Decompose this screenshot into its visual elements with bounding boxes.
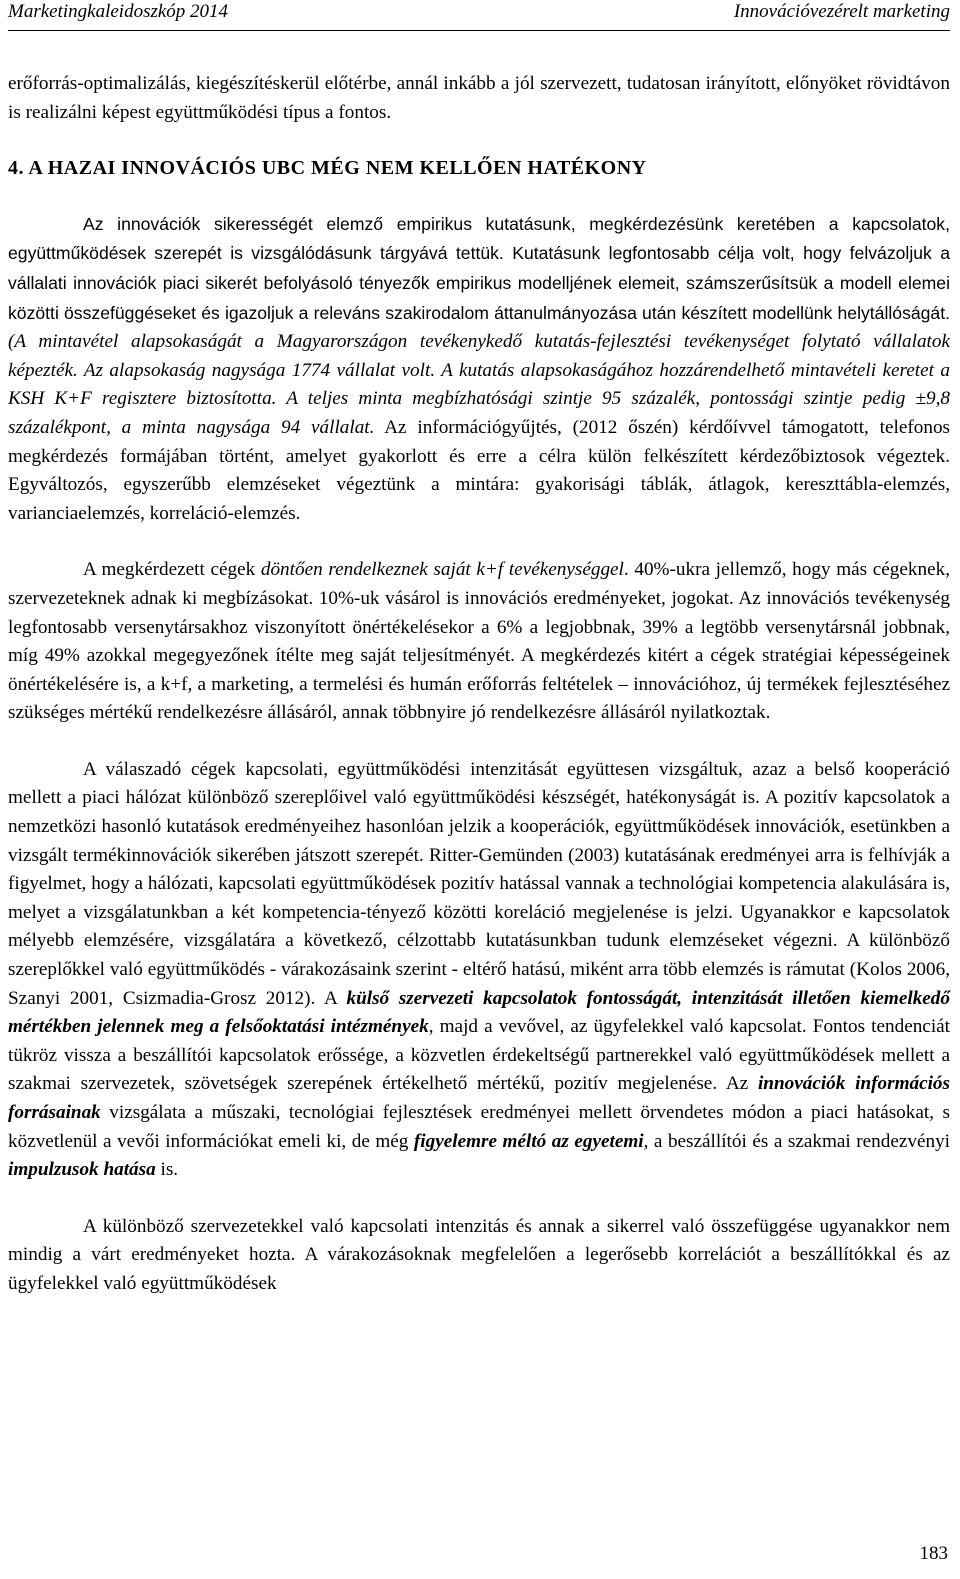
paragraph-cooperation-emphasis-2: innovációk információs forrásainak — [8, 1073, 950, 1123]
paragraph-research-sampling: (A mintavétel alapsokaságát a Magyarországon tevékenykedő kutatás-fejlesztési tevékenységet folytató vállalatok képezték. Az alapsokaság nagysága 1774 vállalat volt. A kutatás alapsokaságához hozzárendelhető mintavételi keretet a KSH K+F regisztere biztosította. A teljes minta megbízhatósági szintje 95 százalék, pontossági szintje pedig ±9,8 százalékpont, a minta nagysága 94 vállalat. — [8, 331, 950, 438]
intro-paragraph: erőforrás-optimalizálás, kiegészítéskerül előtérbe, annál inkább a jól szervezett, tudatosan irányított, előnyöket rövidtávon is realizálni képest együttműködési típus a fontos. — [8, 73, 950, 123]
section-heading: 4. A HAZAI INNOVÁCIÓS UBC MÉG NEM KELLŐEN HATÉKONY — [8, 157, 647, 180]
paragraph-findings-a: A megkérdezett cégek — [83, 559, 261, 581]
page-number: 183 — [919, 1543, 948, 1564]
paragraph-research-intro: Az innovációk sikerességét elemző empirikus kutatásunk, megkérdezésünk keretében a kapcsolatok, együttműködések szerepét is vizsgálódásunk tárgyává tettük. — [8, 213, 950, 264]
paragraph-research-method: Az információgyűjtés, (2012 őszén) kérdőívvel támogatott, telefonos megkérdezés formájában történt, amelyet gyakorlott és erre a célra külön felkészített kérdezőbiztosok végeztek. Egyváltozós, egyszerűbb elemzéseket végeztünk a mintára: gyakorisági táblák, átlagok, kereszttábla-elemzés, varianciaelemzés, korreláció-elemzés. — [8, 416, 950, 524]
article-body — [8, 70, 950, 1299]
paragraph-cooperation — [8, 756, 950, 1185]
paragraph-findings-c: . 40%-ukra jellemző, hogy más cégeknek, szervezeteknek adnak ki megbízásokat. 10%-uk vásárol is innovációs eredményeket, jogokat. Az innovációs tevékenység legfontosabb versenytársakhoz viszonyított önértékelésekor a 6% a legjobbnak, 39% a legtöbb versenytársnál jobbnak, míg 49% azokkal megegyezőnek ítélte meg saját teljesítményét. A megkérdezés kitért a cégek stratégiai képességeinek önértékelésére is, a k+f, a marketing, a termelési és humán erőforrás feltételek – innovációhoz, új termékek fejlesztéséhez szükséges mértékű rendelkezésre állásáról, annak többnyire jó rendelkezésre állásáról nyilatkoztak. — [8, 559, 951, 724]
paragraph-research-goal: Kutatásunk legfontosabb célja volt, hogy felvázoljuk a vállalati innovációk piaci sikerét befolyásoló tényezők empirikus modelljének elemeit, számszerűsítsük a modell elemei közötti összefüggéseket és igazoljuk a releváns szakirodalom áttanulmányozása után készített modellünk helytállóságát. — [8, 243, 951, 323]
paragraph-research — [8, 210, 950, 529]
paragraph-cooperation-a: A válaszadó cégek kapcsolati, együttműködési intenzitását együttesen vizsgáltuk, azaz a belső kooperáció mellett a piaci hálózat különböző szereplőivel való együttműködési készségét, hatékonyságát is. A pozitív kapcsolatok a nemzetközi hasonló kutatások eredményeihez hasonlóan jelzik a kooperációk, együttműködések innovációk, esetünkben a vizsgált termékinnovációk sikerében játszott szerepét. Ritter-Gemünden (2003) kutatásának eredményei arra is felhívják a figyelmet, hogy a hálózati, kapcsolati együttműködések pozitív hatással vannak a technológiai kompetencia alakulására is, melyet a vizsgálatunkban a két kompetencia-tényező közötti koreláció megjelenése is jelzi. Ugyanakkor e kapcsolatok mélyebb elemzésére, vizsgálatára a következő, célzottabb kutatásunkban tudunk elemzéseket végezni. A különböző szereplőkkel való együttműködés - várakozásaink szerint - eltérő hatású, miként arra több elemzés is rámutat (Kolos 2006, Szanyi 2001, Csizmadia-Grosz 2012). A — [8, 758, 950, 1009]
paragraph-cooperation-c: , majd a vevővel, az ügyfelekkel való kapcsolat. Fontos tendenciát tükröz vissza a beszállítói kapcsolatok erőssége, a közvetlen érdekeltségű partnerekkel való együttműködések mellett a szakmai szervezetek, szövetségek szerepének értékelhető mértékű, pozitív megjelenése. Az — [8, 1016, 950, 1095]
header-journal-title: Marketingkaleidoszkóp 2014 — [8, 1, 229, 22]
header-section-title: Innovációvezérelt marketing — [733, 1, 950, 22]
paragraph-cooperation-g: , a beszállítói és a szakmai rendezvényi — [643, 1130, 951, 1152]
paragraph-cooperation-emphasis-3: figyelemre méltó az egyetemi — [413, 1130, 644, 1152]
paragraph-cooperation-i: is. — [155, 1159, 179, 1181]
paragraph-findings — [8, 556, 950, 728]
paragraph-intensity: A különböző szervezetekkel való kapcsolati intenzitás és annak a sikerrel való összefüggése ugyanakkor nem mindig a várt eredményeket hozta. A várakozásoknak megfelelően a legerősebb korrelációt a beszállítókkal és az ügyfelekkel való együttműködések — [8, 1215, 950, 1294]
page-header — [8, 0, 950, 31]
paragraph-cooperation-e: vizsgálata a műszaki, tecnológiai fejlesztések eredményei mellett örvendetes módon a piaci hatásokat, s közvetlenül a vevői információkat emeli ki, de még — [8, 1102, 950, 1152]
paragraph-cooperation-emphasis-1: külső szervezeti kapcsolatok fontosságát, intenzitását illetően kiemelkedő mértékben jelennek meg a felsőoktatási intézmények — [8, 987, 950, 1038]
paragraph-findings-emphasis: döntően rendelkeznek saját k+f tevékenységgel — [260, 559, 624, 581]
paragraph-cooperation-emphasis-4: impulzusok hatása — [8, 1159, 156, 1181]
